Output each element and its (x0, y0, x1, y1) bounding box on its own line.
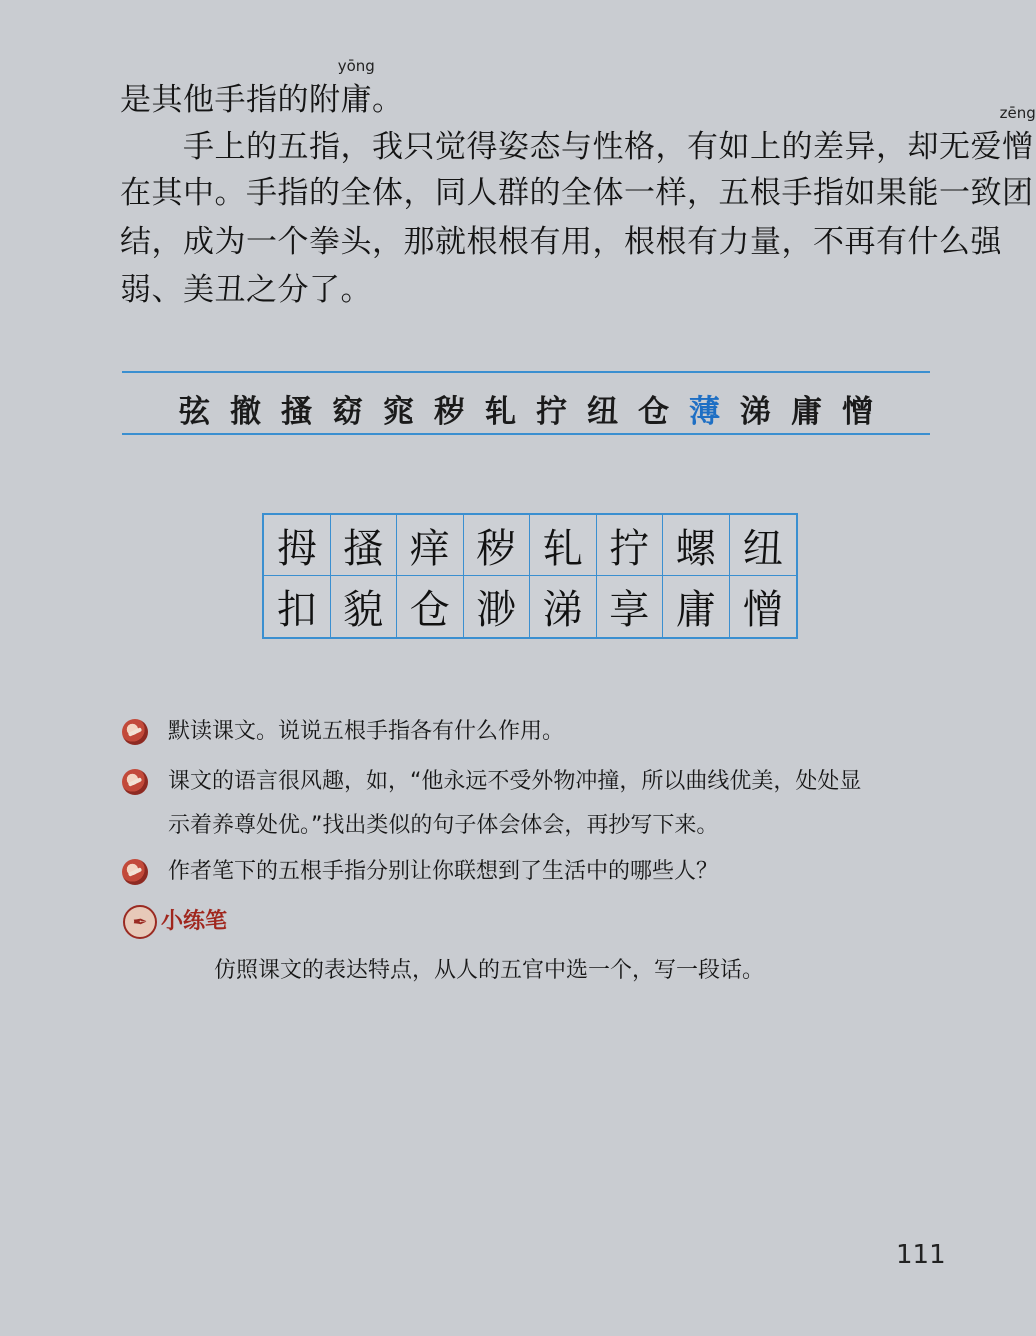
practice-text: 仿照课文的表达特点，从人的五官中选一个，写一段话。 (214, 958, 765, 983)
pen-nib-icon: ✒ (123, 905, 157, 939)
pinyin-zeng: zēng (999, 104, 1036, 122)
text-line-3: 在其中。手指的全体，同人群的全体一样，五根手指如果能一致团 (120, 175, 1034, 211)
grid-cell: 拧 (597, 515, 664, 576)
practice-badge (123, 905, 243, 941)
exercise-1: 默读课文。说说五根手指各有什么作用。 (168, 719, 565, 744)
vocab-char: 窈 (332, 393, 363, 430)
grid-cell: 庸 (663, 576, 730, 637)
vocab-char: 搔 (281, 393, 312, 430)
vocab-char: 弦 (179, 393, 210, 430)
exercise-bullet-icon (122, 719, 148, 745)
grid-cell: 憎 (742, 587, 783, 633)
grid-cell: 螺 (663, 515, 730, 576)
text-line-5: 弱、美丑之分了。 (120, 272, 372, 308)
practice-label: 小练笔 (161, 909, 228, 934)
grid-cell: 痒 (397, 515, 464, 576)
ruby-char-yong: 庸 (340, 82, 372, 118)
vocab-char: 仓 (638, 393, 669, 430)
exercise-3: 作者笔下的五根手指分别让你联想到了生活中的哪些人？ (168, 859, 719, 884)
exercise-2-line-1: 课文的语言很风趣，如，“他永远不受外物冲撞，所以曲线优美，处处显 (168, 769, 862, 794)
vocab-char: 轧 (485, 393, 516, 430)
vocab-top-rule (122, 371, 930, 373)
ruby-yong (337, 57, 375, 120)
grid-cell: 渺 (464, 576, 531, 637)
vocab-char: 撤 (230, 393, 261, 430)
ruby-char-zeng: 憎 (1002, 129, 1034, 165)
grid-cell: 搔 (331, 515, 398, 576)
exercise-bullet-icon (122, 769, 148, 795)
vocab-char: 窕 (383, 393, 414, 430)
grid-cell: 纽 (730, 515, 797, 576)
pinyin-yong: yōng (337, 57, 375, 75)
exercise-bullet-icon (122, 859, 148, 885)
exercise-2-line-2: 示着养尊处优。”找出类似的句子体会体会，再抄写下来。 (168, 813, 719, 838)
vocab-char: 庸 (791, 393, 822, 430)
text-line-1-before: 是其他手指的附 (120, 82, 341, 118)
grid-cell: 享 (597, 576, 664, 637)
ruby-zeng (999, 104, 1036, 167)
vocab-char: 憎 (842, 393, 873, 430)
vocab-char: 纽 (587, 393, 618, 430)
grid-cell: 涕 (530, 576, 597, 637)
vocab-char: 涕 (740, 393, 771, 430)
grid-cell: 拇 (264, 515, 331, 576)
vocab-list (122, 386, 930, 430)
writing-grid (262, 513, 798, 639)
vocab-bottom-rule (122, 433, 930, 435)
text-line-4: 结，成为一个拳头，那就根根有用，根根有力量，不再有什么强 (120, 224, 1002, 260)
page-number: 111 (896, 1240, 946, 1270)
grid-cell: 秽 (464, 515, 531, 576)
grid-cell: 轧 (530, 515, 597, 576)
grid-cell: 仓 (397, 576, 464, 637)
text-line-1-after: 。 (372, 82, 404, 118)
vocab-char: 秽 (434, 393, 465, 430)
text-line-1 (120, 57, 950, 120)
text-line-2-before: 手上的五指，我只觉得姿态与性格，有如上的差异，却无爱 (120, 129, 1002, 165)
text-line-2 (120, 104, 1036, 167)
vocab-char-highlighted: 薄 (689, 393, 720, 430)
vocab-char: 拧 (536, 393, 567, 430)
grid-cell: 扣 (264, 576, 331, 637)
grid-cell: 貌 (331, 576, 398, 637)
